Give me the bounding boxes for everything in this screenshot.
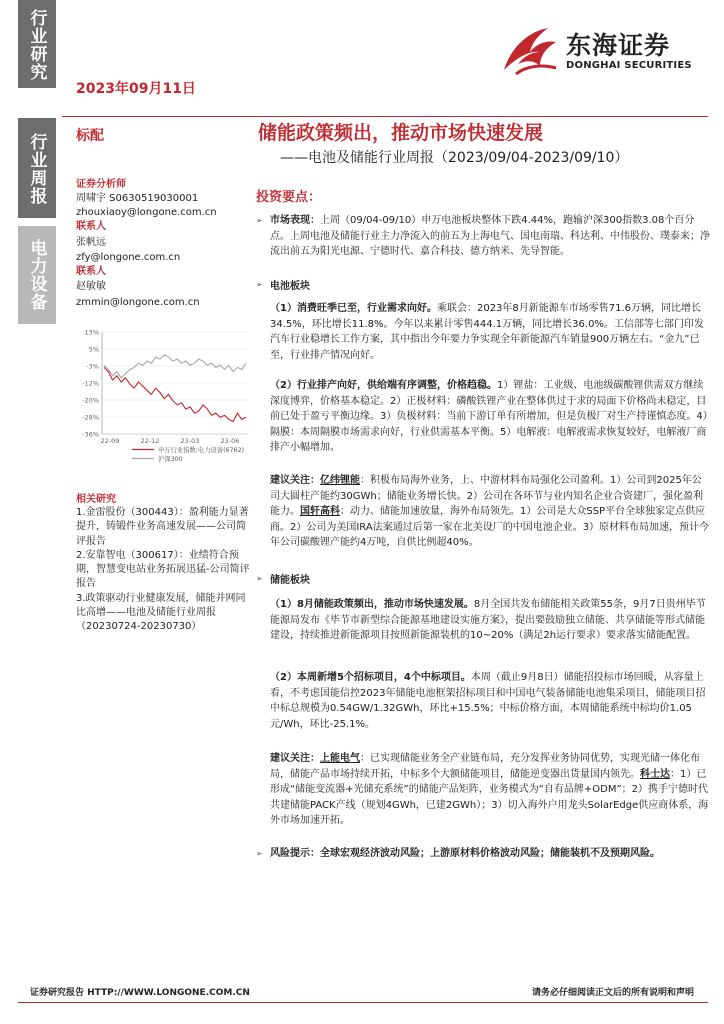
contact-email: zfy@longone.com.cn xyxy=(76,252,181,263)
storage-p1-heading: （1）8月储能政策频出，推动市场快速发展。 xyxy=(270,599,474,610)
chart-y-tick-label: -12% xyxy=(82,379,99,388)
analyst-name: 周啸宇 S0630519030001 xyxy=(76,193,199,204)
chart-legend-label: 申万行业指数:电力设备(6762) xyxy=(158,447,245,454)
chart-x-tick-label: 22-12 xyxy=(140,437,160,445)
stock-name: 国轩高科 xyxy=(300,506,340,517)
chart-series-line xyxy=(104,367,246,421)
related-research-title: 相关研究 xyxy=(76,494,116,505)
bullet-icon: ➢ xyxy=(256,574,263,583)
report-subtitle: ——电池及储能行业周报（2023/09/04-2023/09/10） xyxy=(280,150,629,166)
battery-section-heading: 电池板块 xyxy=(270,281,310,292)
chart-y-tick-label: -3% xyxy=(86,362,99,371)
logo-text-cn: 东海证券 xyxy=(566,31,671,60)
contact-name: 张帆远 xyxy=(76,237,106,248)
related-research-item[interactable]: 2.安靠智电（300617）：业绩符合预期，智慧变电站业务拓展迅猛-公司简评报告 xyxy=(76,549,250,590)
risk-text: 全球宏观经济波动风险；上游原材料价格波动风险；储能装机不及预期风险。 xyxy=(320,848,660,859)
storage-p2-text: 本周（截止9月8日）储能招投标市场回暖，从容量上看，不考虑国能信控2023年储能电池框架招标项目和中国电气装备储能电池集采项目，储能项目招中标总规模为0.54GW/1.32GWh，环比+15.5%；中标价格方面，本周储能系统中标均价1.05元/Wh，环比-25.1%。 xyxy=(270,672,706,730)
side-label-power-equipment: 电力设备 xyxy=(30,239,48,313)
stock-name: 科士达 xyxy=(640,768,670,780)
chart-grid xyxy=(102,332,248,434)
bullet-icon: ➢ xyxy=(256,849,263,858)
index-performance-chart xyxy=(76,326,254,471)
chart-x-ticks xyxy=(101,437,240,445)
chart-y-ticks xyxy=(82,329,99,439)
market-performance-paragraph xyxy=(270,213,710,260)
chart-x-tick-label: 23-06 xyxy=(220,437,240,445)
logo-text-en: DONGHAI SECURITIES xyxy=(566,60,692,71)
storage-p1-text: 8月全国共发布储能相关政策55条，9月7日贵州毕节能源局发布《毕节市新型综合能源基地建设实施方案》，提出要鼓励独立储能、共享储能等形式储能建设，持续推进新能源项目按照新能源装机的10~20%（满足2h运行要求）要求落实储能配置。 xyxy=(270,599,706,641)
risk-label: 风险提示： xyxy=(270,848,320,859)
stock-note: ：1）已形成“储能变流器+光储充系统”的储能产品矩阵，业务模式为“自有品牌+ODM”；2）携手宁德时代共建储能PACK产线（规划4GWh，已建2GWh）；3）切入海外户用龙头SolarEdge供应商体系，海外市场加速开拓。 xyxy=(270,768,709,826)
chart-x-tick-label: 23-03 xyxy=(180,437,200,445)
contact-email: zmmin@longone.com.cn xyxy=(76,297,200,308)
stock-name: 亿纬锂能 xyxy=(320,475,360,486)
chart-x-tick-label: 22-09 xyxy=(100,437,120,445)
stock-note: ：已实现储能业务全产业链布局，充分发挥业务协同优势，实现光储一体化布局，储能产品市场持续开拓，中标多个大额储能项目，储能逆变器出货量国内领先。 xyxy=(270,753,700,780)
chart-y-tick-label: 5% xyxy=(88,345,99,354)
battery-p2-text: 1）锂盐：工业级、电池级碳酸锂供需双方继续深度博弈，价格基本稳定。2）正极材料：磷酸铁锂产业在整体供过于求的局面下价格尚未稳定，目前已处于盈亏平衡边缘。3）负极材料：当前下游订单有所增加，但是负极厂对生产持谨慎态度。4）隔膜：本周隔膜市场需求向好，行业供需基本平衡。5）电解液：电解液需求恢复较好，电解液厂商排产小幅增加。 xyxy=(270,380,708,453)
analyst-email: zhouxiaoy@longone.com.cn xyxy=(76,207,217,218)
stock-note: ：积极布局海外业务，上、中游材料布局强化公司盈利。1）公司到2025年公司大圆柱产能约30GWh；储能业务增长快。2）公司在各环节与业内知名企业合资建厂，强化盈利能力。 xyxy=(270,475,704,517)
chart-y-tick-label: -36% xyxy=(82,430,99,439)
battery-p1-heading: （1）消费旺季已至，行业需求向好。 xyxy=(270,303,437,314)
related-research-item[interactable]: 1.金雷股份（300443）：盈利能力显著提升，铸锻件业务高速发展——公司简评报告 xyxy=(76,507,249,547)
side-label-industry-research: 行业研究 xyxy=(30,9,48,83)
market-label: 市场表现： xyxy=(270,215,320,226)
footer-disclaimer: 请务必仔细阅读正文后的所有说明和声明 xyxy=(531,988,694,998)
battery-p2-heading: （2）行业排产向好，供给端有序调整，价格趋稳。 xyxy=(270,380,497,391)
contact-label: 联系人 xyxy=(76,266,106,277)
storage-section-heading: 储能板块 xyxy=(270,575,310,586)
footer-rule xyxy=(18,1002,708,1003)
bullet-icon: ➢ xyxy=(256,280,263,289)
battery-p1-text: 乘联会：2023年8月新能源车市场零售71.6万辆，同比增长34.5%，环比增长11.8%。今年以来累计零售444.1万辆，同比增长36.0%。工信部等七部门印发汽车行业稳增长工作方案，其中指出今年要力争实现全年新能源汽车销量900万辆左右。“金九”已至，行业排产情况向好。 xyxy=(270,303,704,361)
stock-name: 上能电气 xyxy=(320,753,360,764)
key-points-title: 投资要点： xyxy=(256,190,322,205)
battery-paragraph-2 xyxy=(270,378,710,456)
battery-paragraph-1 xyxy=(270,301,710,363)
contact-label: 联系人 xyxy=(76,221,106,232)
bullet-icon: ➢ xyxy=(256,216,263,225)
analyst-label: 证券分析师 xyxy=(76,179,126,190)
chart-legend-label: 沪深300 xyxy=(158,456,183,463)
market-text: 上周（09/04-09/10）申万电池板块整体下跌4.44%，跑输沪深300指数3.08个百分点。上周电池及储能行业主力净流入的前五为上海电气、国电南瑞、科达利、中伟股份、璞泰来；净流出前五为阳光电源、宁德时代、嘉合科技、德方纳米、先导智能。 xyxy=(270,215,710,257)
storage-paragraph-2 xyxy=(270,670,710,732)
storage-p2-heading: （2）本周新增5个招标项目，4个中标项目。 xyxy=(270,672,471,683)
contact-name: 赵敏敏 xyxy=(76,281,106,292)
storage-recommendation xyxy=(270,751,710,829)
battery-p3-heading: 建议关注： xyxy=(270,475,320,486)
industry-rating: 标配 xyxy=(76,128,104,144)
chart-legend xyxy=(132,445,244,463)
chart-series-line xyxy=(104,355,246,378)
risk-warning xyxy=(270,846,710,862)
chart-series xyxy=(104,355,246,422)
report-date: 2023年09月11日 xyxy=(76,81,196,97)
header-rule xyxy=(62,116,708,117)
footer-left: 证券研究报告 HTTP://WWW.LONGONE.COM.CN xyxy=(30,988,250,998)
chart-y-tick-label: 13% xyxy=(84,328,99,337)
storage-p3-heading: 建议关注： xyxy=(270,753,320,764)
side-label-industry-weekly: 行业周报 xyxy=(30,133,48,207)
related-research-item[interactable]: 3.政策驱动行业健康发展，储能并网同比高增——电池及储能行业周报（20230724-20230730） xyxy=(76,592,246,633)
related-research-list xyxy=(76,506,252,635)
report-title: 储能政策频出，推动市场快速发展 xyxy=(258,122,544,144)
chart-y-tick-label: -20% xyxy=(82,396,99,405)
battery-recommendation xyxy=(270,473,710,551)
stock-note: ：动力、储能加速放量，海外布局领先。1）公司是大众SSP平台全球独家定点供应商。2）公司为美国IRA法案通过后第一家在北美设厂的中国电池企业。3）原材料布局加速，预计今年公司碳酸锂产能约4万吨，自供比例超40%。 xyxy=(270,506,710,548)
storage-paragraph-1 xyxy=(270,597,710,644)
chart-y-tick-label: -28% xyxy=(82,413,99,422)
